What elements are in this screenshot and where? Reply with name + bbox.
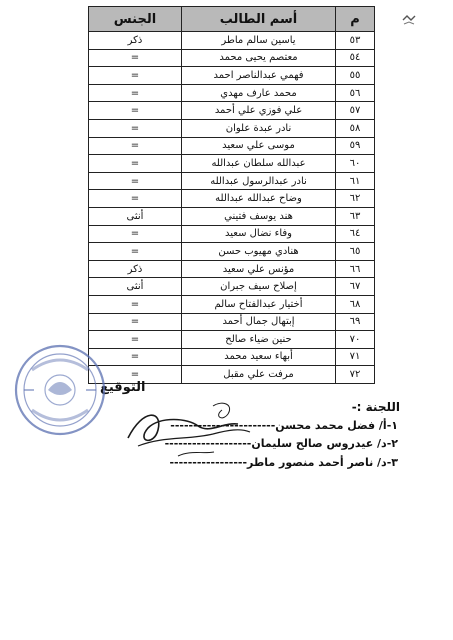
row-student-name: إبتهال جمال أحمد bbox=[182, 313, 336, 331]
table-row bbox=[89, 278, 375, 296]
row-student-name: هند يوسف فتيني bbox=[182, 207, 336, 225]
row-number: ٦٨ bbox=[336, 295, 375, 313]
row-number: ٦٠ bbox=[336, 155, 375, 173]
committee-member-1: ١-أ/ فضل محمد محسن----------------------- bbox=[170, 419, 398, 432]
row-student-name: وضاح عبدالله عبدالله bbox=[182, 190, 336, 208]
row-gender: = bbox=[89, 119, 182, 137]
table-row bbox=[89, 172, 375, 190]
row-student-name: مؤنس علي سعيد bbox=[182, 260, 336, 278]
table-row bbox=[89, 155, 375, 173]
row-number: ٦٣ bbox=[336, 207, 375, 225]
row-student-name: أبهاء سعيد محمد bbox=[182, 348, 336, 366]
row-gender: ذكر bbox=[89, 32, 182, 50]
row-gender: = bbox=[89, 137, 182, 155]
row-student-name: هنادي مهيوب حسن bbox=[182, 243, 336, 261]
row-student-name: علي فوزي علي أحمد bbox=[182, 102, 336, 120]
row-gender: = bbox=[89, 172, 182, 190]
committee-member-2: ٢-د/ عيدروس صالح سليمان------------------- bbox=[164, 437, 398, 450]
table-row bbox=[89, 348, 375, 366]
row-number: ٦٩ bbox=[336, 313, 375, 331]
row-student-name: إصلاح سيف جبران bbox=[182, 278, 336, 296]
row-number: ٧٠ bbox=[336, 331, 375, 349]
row-gender: ذكر bbox=[89, 260, 182, 278]
row-gender: = bbox=[89, 84, 182, 102]
signature-label: التوقيع bbox=[100, 380, 146, 395]
row-gender: = bbox=[89, 225, 182, 243]
table-row bbox=[89, 225, 375, 243]
row-number: ٧٢ bbox=[336, 366, 375, 384]
header-number: م bbox=[336, 7, 375, 32]
row-student-name: حنين ضياء صالح bbox=[182, 331, 336, 349]
row-number: ٦٥ bbox=[336, 243, 375, 261]
row-gender: = bbox=[89, 366, 182, 384]
table-row bbox=[89, 313, 375, 331]
table-row bbox=[89, 331, 375, 349]
row-number: ٦٧ bbox=[336, 278, 375, 296]
table-header-row bbox=[89, 7, 375, 32]
table-row bbox=[89, 32, 375, 50]
row-number: ٦٤ bbox=[336, 225, 375, 243]
row-student-name: أختيار عبدالفتاح سالم bbox=[182, 295, 336, 313]
signature-icon bbox=[118, 398, 258, 468]
corner-mark-icon bbox=[402, 14, 416, 26]
row-gender: = bbox=[89, 295, 182, 313]
committee-title: اللجنة :- bbox=[351, 400, 400, 414]
row-student-name: عبدالله سلطان عبدالله bbox=[182, 155, 336, 173]
table-row bbox=[89, 67, 375, 85]
row-gender: = bbox=[89, 348, 182, 366]
header-student-name: أسم الطالب bbox=[182, 7, 336, 32]
row-student-name: فهمي عبدالناصر احمد bbox=[182, 67, 336, 85]
row-gender: = bbox=[89, 190, 182, 208]
row-number: ٥٧ bbox=[336, 102, 375, 120]
table-row bbox=[89, 137, 375, 155]
table-row bbox=[89, 102, 375, 120]
row-gender: = bbox=[89, 331, 182, 349]
row-gender: = bbox=[89, 49, 182, 67]
table-row bbox=[89, 260, 375, 278]
row-gender: = bbox=[89, 155, 182, 173]
row-number: ٥٦ bbox=[336, 84, 375, 102]
official-stamp-icon bbox=[10, 340, 110, 440]
row-number: ٧١ bbox=[336, 348, 375, 366]
table-row bbox=[89, 49, 375, 67]
row-gender: أنثى bbox=[89, 207, 182, 225]
row-student-name: مرفت علي مقبل bbox=[182, 366, 336, 384]
row-student-name: محمد عارف مهدي bbox=[182, 84, 336, 102]
table-row bbox=[89, 295, 375, 313]
row-gender: = bbox=[89, 102, 182, 120]
row-number: ٦٢ bbox=[336, 190, 375, 208]
row-student-name: موسى علي سعيد bbox=[182, 137, 336, 155]
row-student-name: وفاء نضال سعيد bbox=[182, 225, 336, 243]
row-number: ٥٥ bbox=[336, 67, 375, 85]
row-student-name: نادر عبدالرسول عبدالله bbox=[182, 172, 336, 190]
row-number: ٥٨ bbox=[336, 119, 375, 137]
table-row bbox=[89, 207, 375, 225]
row-gender: = bbox=[89, 243, 182, 261]
table-body bbox=[89, 32, 375, 384]
student-table bbox=[88, 6, 375, 384]
table-row bbox=[89, 190, 375, 208]
row-gender: = bbox=[89, 67, 182, 85]
row-student-name: ياسين سالم ماطر bbox=[182, 32, 336, 50]
row-gender: أنثى bbox=[89, 278, 182, 296]
row-number: ٦١ bbox=[336, 172, 375, 190]
table-row bbox=[89, 119, 375, 137]
row-student-name: معتصم يحيى محمد bbox=[182, 49, 336, 67]
table-row bbox=[89, 243, 375, 261]
header-gender: الجنس bbox=[89, 7, 182, 32]
row-student-name: نادر عبدة علوان bbox=[182, 119, 336, 137]
row-gender: = bbox=[89, 313, 182, 331]
table-row bbox=[89, 84, 375, 102]
row-number: ٥٩ bbox=[336, 137, 375, 155]
row-number: ٦٦ bbox=[336, 260, 375, 278]
committee-member-3: ٣-د/ ناصر أحمد منصور ماطر----------------- bbox=[169, 456, 398, 469]
row-number: ٥٤ bbox=[336, 49, 375, 67]
row-number: ٥٣ bbox=[336, 32, 375, 50]
